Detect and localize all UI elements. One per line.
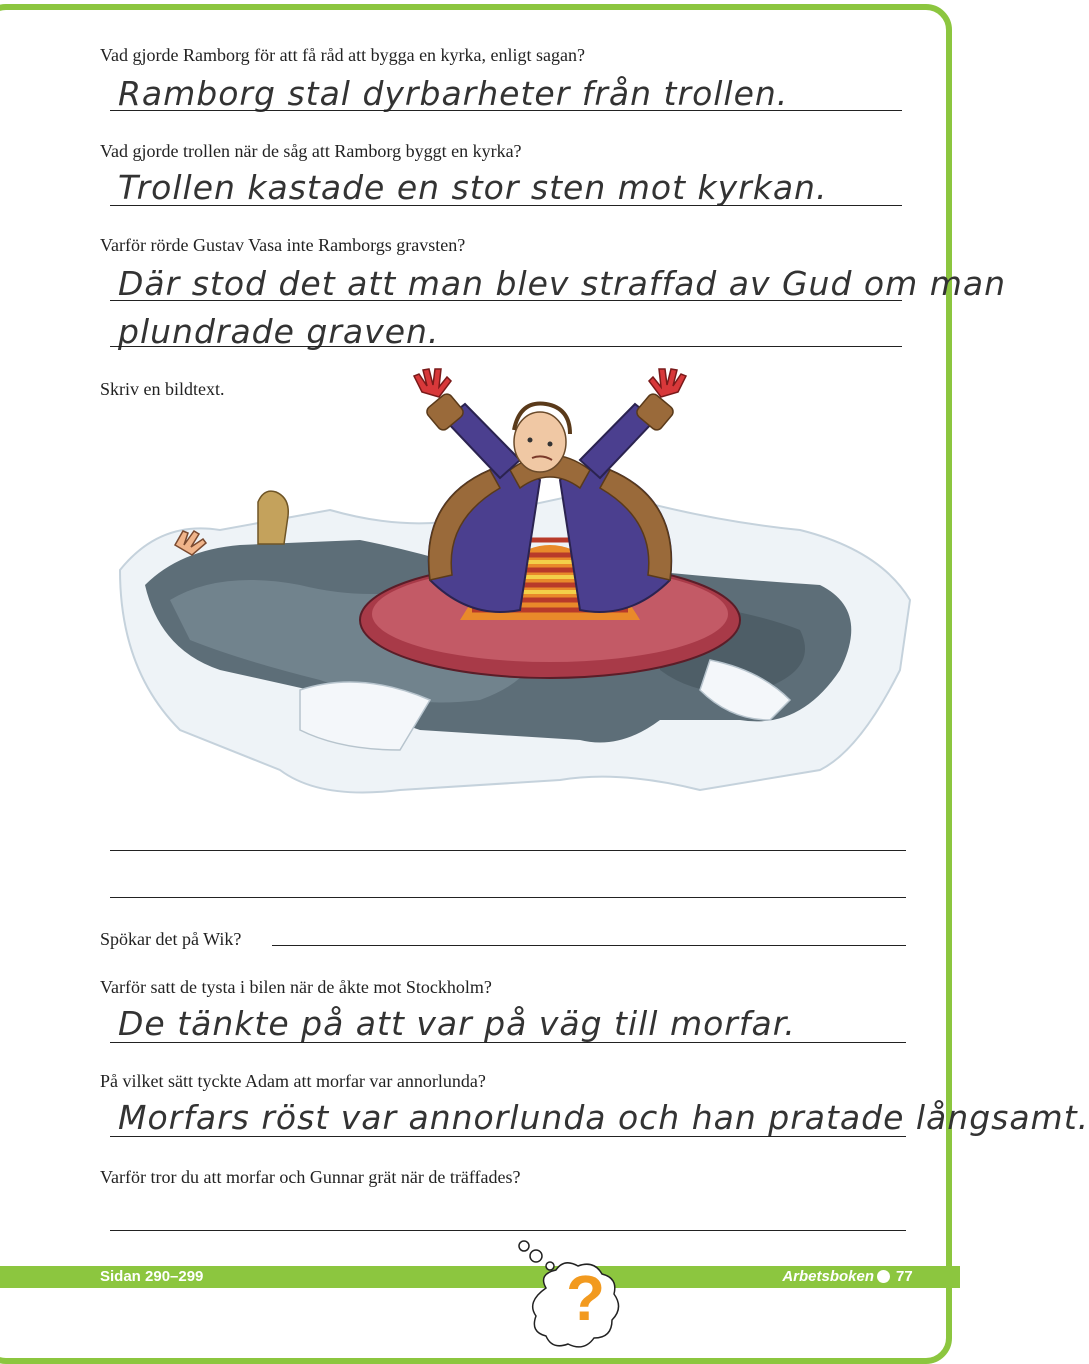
caption-line-2 [110,897,906,898]
answer-3b[interactable]: plundrade graven. [118,312,440,351]
footer-dot-icon [877,1270,890,1283]
answer-7[interactable]: Morfars röst var annorlunda och han pratade långsamt. [118,1098,1089,1137]
question-3: Varför rörde Gustav Vasa inte Ramborgs gravsten? [100,235,466,255]
answer-line-1 [110,110,902,111]
footer-book-title: Arbetsboken [782,1268,874,1285]
page-number: 77 [896,1268,913,1285]
answer-line-2 [110,205,902,206]
question-7: På vilket sätt tyckte Adam att morfar var annorlunda? [100,1071,486,1091]
illustration-queen-on-ice [100,370,920,810]
answer-line-3a [110,300,902,301]
question-1: Vad gjorde Ramborg för att få råd att bygga en kyrka, enligt sagan? [100,45,586,65]
answer-2[interactable]: Trollen kastade en stor sten mot kyrkan. [118,168,828,207]
answer-line-6 [110,1042,906,1043]
question-2: Vad gjorde trollen när de såg att Ramborg byggt en kyrka? [100,141,522,161]
answer-line-8 [110,1230,906,1231]
answer-6[interactable]: De tänkte på att var på väg till morfar. [118,1004,796,1043]
caption-line-1 [110,850,906,851]
footer-page-range: Sidan 290–299 [100,1268,204,1285]
question-8: Varför tror du att morfar och Gunnar grät när de träffades? [100,1167,521,1187]
answer-line-7 [110,1136,906,1137]
answer-line-5 [272,945,906,946]
answer-line-3b [110,346,902,347]
question-mark: ? [566,1262,606,1334]
question-4: Skriv en bildtext. [100,379,225,399]
question-6: Varför satt de tysta i bilen när de åkte mot Stockholm? [100,977,492,997]
answer-3a[interactable]: Där stod det att man blev straffad av Gud om man [118,264,1007,303]
answer-1[interactable]: Ramborg stal dyrbarheter från trollen. [118,74,789,113]
question-5: Spökar det på Wik? [100,929,242,949]
